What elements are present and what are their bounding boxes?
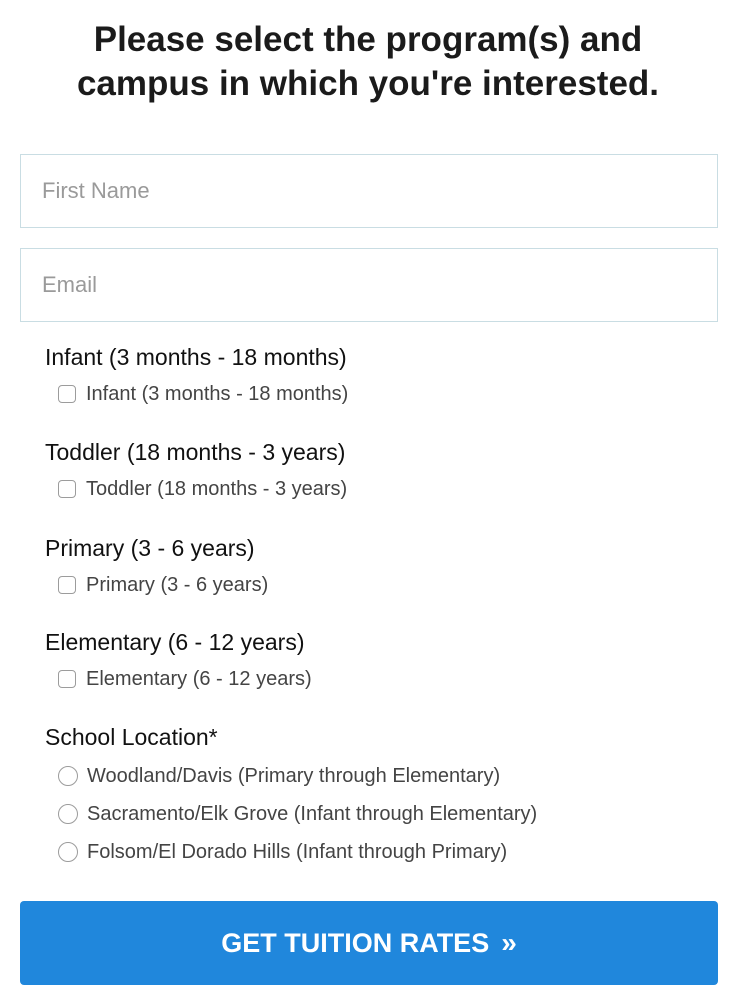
school-location-title: School Location*	[45, 724, 218, 750]
checkbox-option-primary[interactable]	[58, 572, 268, 598]
checkbox[interactable]	[58, 670, 76, 688]
form-title-line-2: campus in which you're interested.	[76, 64, 660, 103]
double-chevron-right-icon: »	[501, 927, 517, 958]
program-group-elementary	[45, 628, 312, 692]
checkbox-option-toddler[interactable]	[58, 476, 347, 502]
radio-label: Folsom/El Dorado Hills (Infant through Primary)	[87, 841, 508, 863]
radio-option-sacramento-elk-grove[interactable]	[58, 801, 537, 827]
program-group-title: Infant (3 months - 18 months)	[45, 344, 347, 370]
radio-label: Sacramento/Elk Grove (Infant through Elementary)	[87, 803, 538, 825]
first-name-input[interactable]	[20, 154, 718, 228]
checkbox-option-infant[interactable]	[58, 381, 348, 407]
checkbox-label: Infant (3 months - 18 months)	[86, 383, 349, 405]
program-group-primary	[45, 534, 268, 598]
program-group-title: Toddler (18 months - 3 years)	[45, 439, 346, 465]
radio-button[interactable]	[58, 842, 78, 862]
checkbox[interactable]	[58, 385, 76, 403]
program-group-infant	[45, 343, 348, 407]
form-title-line-1: Please select the program(s) and	[93, 20, 643, 59]
checkbox[interactable]	[58, 480, 76, 498]
school-location-group	[45, 723, 537, 865]
checkbox-label: Toddler (18 months - 3 years)	[86, 478, 348, 500]
email-input[interactable]	[20, 248, 718, 322]
submit-label: GET TUITION RATES	[221, 927, 490, 958]
radio-button[interactable]	[58, 804, 78, 824]
radio-label: Woodland/Davis (Primary through Elementary)	[87, 765, 501, 787]
program-group-title: Elementary (6 - 12 years)	[45, 629, 305, 655]
radio-button[interactable]	[58, 766, 78, 786]
program-group-toddler	[45, 438, 347, 502]
checkbox-option-elementary[interactable]	[58, 666, 312, 692]
program-group-title: Primary (3 - 6 years)	[45, 535, 255, 561]
get-tuition-rates-button[interactable]	[20, 901, 718, 985]
form-title	[0, 18, 736, 106]
checkbox[interactable]	[58, 576, 76, 594]
radio-option-woodland-davis[interactable]	[58, 763, 537, 789]
checkbox-label: Primary (3 - 6 years)	[86, 574, 269, 596]
radio-option-folsom-el-dorado-hills[interactable]	[58, 839, 537, 865]
checkbox-label: Elementary (6 - 12 years)	[86, 668, 312, 690]
